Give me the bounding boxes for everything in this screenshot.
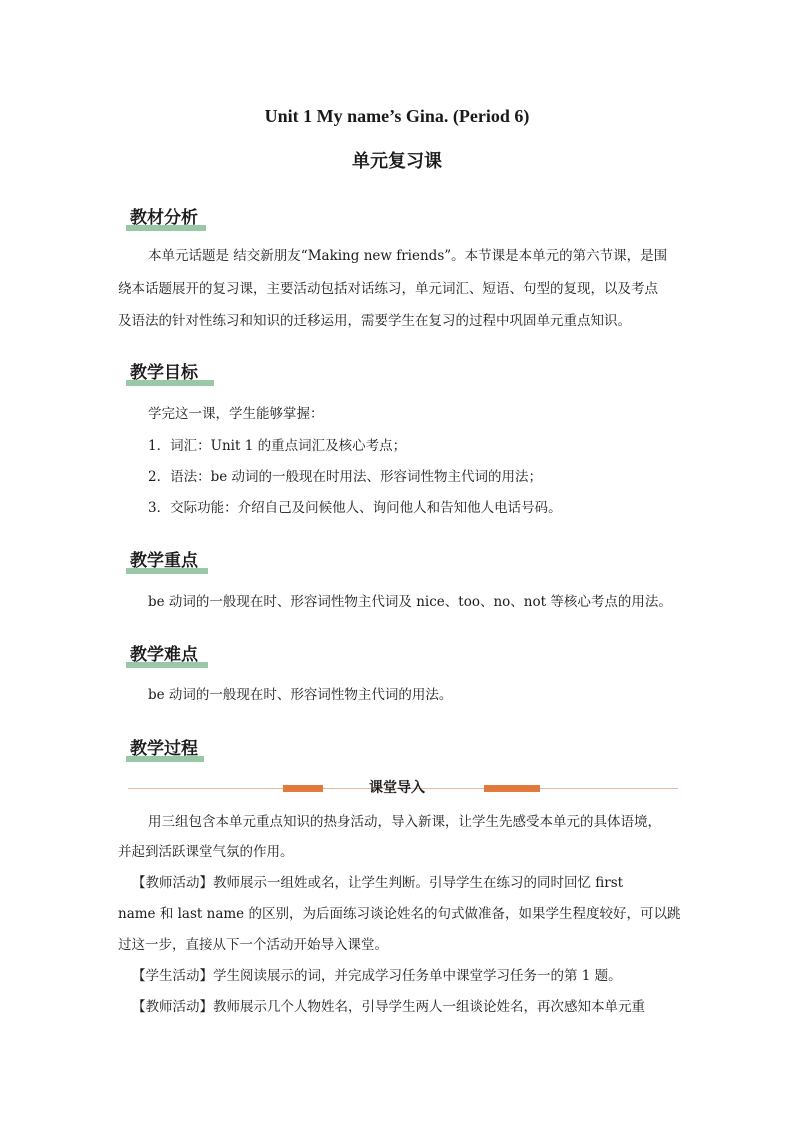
paragraph-line: 1．词汇：Unit 1 的重点词汇及核心考点； (148, 438, 407, 454)
paragraph-line: 学完这一课，学生能够掌握： (148, 406, 324, 422)
section-heading-teaching-focus: 教学重点 (130, 546, 198, 571)
paragraph-line: 过这一步，直接从下一个活动开始导入课堂。 (118, 937, 388, 953)
paragraph-line: 2．语法：be 动词的一般现在时用法、形容词性物主代词的用法； (148, 469, 543, 485)
paragraph-line: 【教师活动】教师展示几个人物姓名，引导学生两人一组谈论姓名，再次感知本单元重 (132, 999, 645, 1015)
paragraph-line: 3．交际功能：介绍自己及问候他人、询问他人和告知他人电话号码。 (148, 500, 562, 516)
paragraph-line: 本单元话题是 结交新朋友“Making new friends”。本节课是本单元的第六节课，是围 (148, 248, 668, 264)
section-heading-teaching-objectives: 教学目标 (130, 358, 198, 383)
paragraph-line: name 和 last name 的区别，为后面练习谈论姓名的句式做准备，如果学生程度较好，可以跳 (118, 906, 681, 922)
subsection-label: 课堂导入 (369, 780, 425, 796)
section-heading-teaching-process: 教学过程 (130, 734, 198, 759)
paragraph-line: be 动词的一般现在时、形容词性物主代词及 nice、too、no、not 等核心考点的用法。 (148, 594, 672, 610)
section-heading-teaching-difficulty: 教学难点 (130, 640, 198, 665)
paragraph-line: 及语法的针对性练习和知识的迁移运用，需要学生在复习的过程中巩固单元重点知识。 (118, 313, 631, 329)
paragraph-line: 【学生活动】学生阅读展示的词，并完成学习任务单中课堂学习任务一的第 1 题。 (132, 968, 622, 984)
paragraph-line: 【教师活动】教师展示一组姓或名，让学生判断。引导学生在练习的同时回忆 first (132, 875, 624, 891)
paragraph-line: be 动词的一般现在时、形容词性物主代词的用法。 (148, 687, 453, 703)
paragraph-line: 绕本话题展开的复习课，主要活动包括对话练习，单元词汇、短语、句型的复现，以及考点 (118, 281, 658, 297)
paragraph-line: 并起到活跃课堂气氛的作用。 (118, 844, 294, 860)
section-heading-textbook-analysis: 教材分析 (130, 203, 198, 228)
document-subtitle: 单元复习课 (352, 151, 442, 172)
document-title: Unit 1 My name’s Gina. (Period 6) (264, 106, 530, 126)
paragraph-line: 用三组包含本单元重点知识的热身活动，导入新课，让学生先感受本单元的具体语境， (148, 814, 661, 830)
